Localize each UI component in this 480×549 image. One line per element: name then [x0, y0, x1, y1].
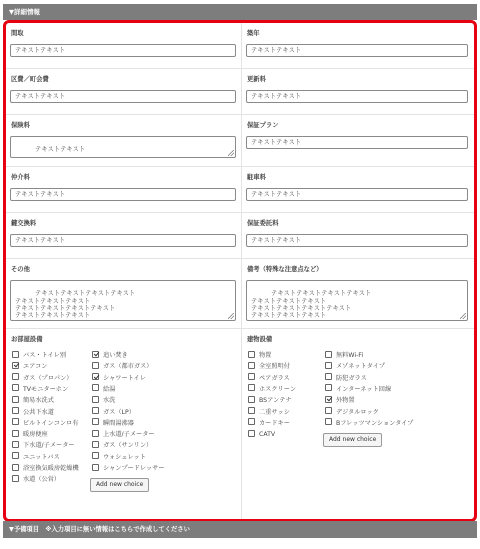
checkbox-label: 瞬間湯沸器	[103, 419, 134, 427]
field-cell	[242, 23, 474, 68]
checkbox-checked-icon[interactable]	[92, 351, 99, 358]
checkbox-unchecked-icon[interactable]	[92, 430, 99, 437]
checkbox-label: BSアンテナ	[259, 397, 292, 405]
checkbox-label: バス・トイレ別	[23, 352, 67, 359]
equipment-checkbox[interactable]	[92, 453, 146, 463]
checkbox-unchecked-icon[interactable]	[325, 418, 332, 425]
equipment-checkbox[interactable]	[12, 362, 47, 372]
field-label: 保証委託料	[247, 220, 279, 227]
checkbox-label: 二重サッシ	[259, 408, 290, 416]
building-age-input[interactable]: テキストテキスト	[246, 44, 468, 57]
checkbox-label: ペアガラス	[259, 374, 290, 382]
equipment-checkbox[interactable]	[248, 362, 290, 372]
field-row	[6, 115, 474, 167]
room-equipment-cell	[6, 329, 242, 519]
equipment-checkbox[interactable]	[12, 441, 75, 451]
brokerage-fee-input[interactable]: テキストテキスト	[10, 188, 236, 201]
equipment-checkbox[interactable]	[12, 396, 54, 406]
section-header-reserve[interactable]: ▼予備項目 ※入力項目に無い情報はこちらで作成してください	[3, 521, 477, 538]
checkbox-label: ガス（サンリン）	[103, 442, 153, 450]
checkbox-unchecked-icon[interactable]	[12, 475, 19, 482]
field-cell	[242, 69, 474, 114]
equipment-checkbox[interactable]	[248, 385, 296, 395]
textarea-value: テキストテキストテキストテキスト テキストテキストテキスト テキストテキストテキストテキスト テキストテキストテキスト	[15, 290, 136, 320]
equipment-checkbox[interactable]	[248, 351, 271, 361]
building-equipment-label: 建物設備	[247, 336, 273, 343]
equipment-checkbox[interactable]	[12, 419, 78, 429]
insurance-textarea[interactable]	[10, 136, 236, 158]
equipment-checkbox[interactable]	[325, 408, 379, 418]
section-header-details[interactable]: ▼詳細情報	[3, 4, 477, 20]
checkbox-unchecked-icon[interactable]	[12, 407, 19, 414]
equipment-checkbox[interactable]	[12, 453, 60, 463]
equipment-checkbox[interactable]	[92, 385, 115, 395]
checkbox-label: ビルトインコンロ有	[23, 419, 79, 427]
checkbox-unchecked-icon[interactable]	[92, 396, 99, 403]
checkbox-label: 下水道/子メーター	[23, 442, 75, 450]
checkbox-label: 防犯ガラス	[336, 374, 367, 382]
checkbox-unchecked-icon[interactable]	[248, 430, 255, 437]
checkbox-unchecked-icon[interactable]	[92, 441, 99, 448]
guarantee-plan-input[interactable]: テキストテキスト	[246, 136, 468, 149]
checkbox-unchecked-icon[interactable]	[12, 441, 19, 448]
checkbox-unchecked-icon[interactable]	[248, 351, 255, 358]
equipment-checkbox[interactable]	[12, 408, 54, 418]
checkbox-unchecked-icon[interactable]	[92, 362, 99, 369]
field-label: 保証プラン	[247, 122, 279, 129]
layout-input[interactable]: テキストテキスト	[10, 44, 236, 57]
equipment-checkbox[interactable]	[92, 408, 135, 418]
checkbox-label: 浴室換気暖房乾燥機	[23, 465, 79, 472]
resize-handle-icon[interactable]	[228, 313, 234, 319]
checkbox-label: 暖房便座	[23, 431, 48, 439]
checkbox-label: TVモニターホン	[23, 385, 69, 393]
equipment-checkbox[interactable]	[92, 464, 165, 474]
equipment-checkbox[interactable]	[92, 351, 128, 361]
checkbox-label: 無料Wi-Fi	[336, 352, 364, 359]
room-equipment-label: お部屋設備	[11, 336, 43, 343]
equipment-checkbox[interactable]	[325, 385, 391, 395]
field-cell	[242, 213, 474, 258]
checkbox-label: 水道（公営）	[23, 476, 61, 484]
checkbox-label: シャワートイレ	[103, 374, 146, 382]
checkbox-unchecked-icon[interactable]	[248, 362, 255, 369]
checkbox-label: 簡易水洗式	[23, 397, 54, 405]
checkbox-unchecked-icon[interactable]	[12, 384, 19, 391]
checkbox-checked-icon[interactable]	[325, 396, 332, 403]
checkbox-unchecked-icon[interactable]	[248, 384, 255, 391]
key-exchange-input[interactable]: テキストテキスト	[10, 234, 236, 247]
field-label: 更新料	[247, 76, 266, 83]
equipment-row	[6, 329, 474, 519]
checkbox-label: 全室照明付	[259, 363, 290, 371]
checkbox-unchecked-icon[interactable]	[12, 396, 19, 403]
checkbox-label: 水洗	[103, 397, 116, 405]
field-cell	[6, 167, 242, 212]
field-label: 区費／町会費	[11, 76, 49, 83]
field-row	[6, 167, 474, 213]
checkbox-label: 上水道/子メーター	[103, 431, 155, 439]
checkbox-label: CATV	[259, 431, 276, 439]
equipment-checkbox[interactable]	[248, 374, 290, 384]
checkbox-label: 追い焚き	[103, 352, 128, 359]
equipment-checkbox[interactable]	[325, 419, 413, 429]
field-label: 駐車料	[247, 174, 266, 181]
equipment-checkbox[interactable]	[92, 374, 146, 384]
renewal-fee-input[interactable]: テキストテキスト	[246, 90, 468, 103]
field-label: 鍵交換料	[11, 220, 37, 227]
field-cell	[6, 69, 242, 114]
field-cell	[6, 259, 242, 328]
field-row	[6, 23, 474, 69]
checkbox-unchecked-icon[interactable]	[92, 464, 99, 471]
checkbox-label: エアコン	[23, 363, 48, 371]
checkbox-label: カードキー	[259, 419, 290, 427]
resize-handle-icon[interactable]	[228, 150, 234, 156]
equipment-checkbox[interactable]	[12, 351, 66, 361]
equipment-checkbox[interactable]	[92, 396, 115, 406]
checkbox-unchecked-icon[interactable]	[248, 373, 255, 380]
equipment-checkbox[interactable]	[92, 362, 153, 372]
checkbox-unchecked-icon[interactable]	[92, 407, 99, 414]
field-cell	[242, 167, 474, 212]
field-cell	[242, 115, 474, 166]
equipment-checkbox[interactable]	[325, 362, 385, 372]
equipment-checkbox[interactable]	[325, 396, 355, 406]
ward-fee-input[interactable]: テキストテキスト	[10, 90, 236, 103]
guarantee-fee-input[interactable]: テキストテキスト	[246, 234, 468, 247]
field-row	[6, 69, 474, 115]
checkbox-label: ガス（LP）	[103, 408, 135, 416]
checkbox-label: デジタルロック	[336, 408, 379, 416]
checkbox-label: ガス（都市ガス）	[103, 363, 153, 371]
equipment-checkbox[interactable]	[248, 430, 275, 440]
checkbox-label: ホスクリーン	[259, 385, 297, 393]
equipment-checkbox[interactable]	[248, 396, 292, 406]
field-cell	[6, 213, 242, 258]
checkbox-unchecked-icon[interactable]	[12, 373, 19, 380]
equipment-checkbox[interactable]	[248, 408, 290, 418]
checkbox-label: 公共下水道	[23, 408, 54, 416]
field-cell	[6, 115, 242, 166]
equipment-checkbox[interactable]	[92, 419, 134, 429]
equipment-checkbox[interactable]	[325, 351, 363, 361]
field-label: 備考（特殊な注意点など）	[247, 266, 323, 273]
checkbox-unchecked-icon[interactable]	[12, 351, 19, 358]
field-label: 築年	[247, 30, 260, 37]
building-equipment-cell	[242, 329, 474, 519]
checkbox-unchecked-icon[interactable]	[92, 452, 99, 459]
checkbox-label: 給湯	[103, 385, 116, 393]
remarks-textarea[interactable]	[246, 280, 468, 321]
checkbox-label: ガス（プロパン）	[23, 374, 73, 382]
equipment-checkbox[interactable]	[325, 374, 367, 384]
checkbox-label: ユニットバス	[23, 453, 60, 461]
checkbox-checked-icon[interactable]	[12, 362, 19, 369]
checkbox-unchecked-icon[interactable]	[248, 418, 255, 425]
checkbox-label: シャンプードレッサー	[103, 465, 165, 472]
field-label: その他	[11, 266, 30, 273]
checkbox-unchecked-icon[interactable]	[325, 362, 332, 369]
equipment-checkbox[interactable]	[248, 419, 290, 429]
textarea-value: テキストテキスト	[35, 146, 86, 154]
equipment-checkbox[interactable]	[12, 385, 68, 395]
equipment-checkbox[interactable]	[12, 430, 48, 440]
add-new-choice-button[interactable]: Add new choice	[90, 478, 149, 492]
field-cell	[242, 259, 474, 328]
resize-handle-icon[interactable]	[460, 313, 466, 319]
checkbox-unchecked-icon[interactable]	[92, 418, 99, 425]
field-cell	[6, 23, 242, 68]
field-label: 間取	[11, 30, 24, 37]
field-label: 仲介料	[11, 174, 30, 181]
add-new-choice-button[interactable]: Add new choice	[323, 433, 382, 447]
equipment-checkbox[interactable]	[12, 464, 79, 474]
checkbox-unchecked-icon[interactable]	[248, 407, 255, 414]
equipment-checkbox[interactable]	[12, 374, 73, 384]
checkbox-unchecked-icon[interactable]	[325, 407, 332, 414]
checkbox-unchecked-icon[interactable]	[12, 418, 19, 425]
parking-fee-input[interactable]: テキストテキスト	[246, 188, 468, 201]
checkbox-checked-icon[interactable]	[92, 373, 99, 380]
checkbox-unchecked-icon[interactable]	[325, 373, 332, 380]
checkbox-label: インターネット回線	[336, 385, 392, 393]
field-label: 保険料	[11, 122, 30, 129]
checkbox-unchecked-icon[interactable]	[325, 351, 332, 358]
textarea-value: テキストテキストテキストテキスト テキストテキストテキスト テキストテキストテキストテキスト テキストテキストテキスト	[251, 290, 372, 320]
checkbox-unchecked-icon[interactable]	[325, 384, 332, 391]
checkbox-label: ウォシュレット	[103, 453, 146, 461]
checkbox-label: メゾネットタイプ	[336, 363, 385, 371]
field-row	[6, 213, 474, 259]
equipment-checkbox[interactable]	[92, 441, 152, 451]
field-row	[6, 259, 474, 329]
checkbox-unchecked-icon[interactable]	[12, 464, 19, 471]
checkbox-unchecked-icon[interactable]	[12, 430, 19, 437]
checkbox-unchecked-icon[interactable]	[92, 384, 99, 391]
other-textarea[interactable]	[10, 280, 236, 321]
equipment-checkbox[interactable]	[12, 475, 60, 485]
equipment-checkbox[interactable]	[92, 430, 155, 440]
checkbox-label: 外物置	[336, 397, 355, 405]
checkbox-label: 物置	[259, 352, 272, 359]
checkbox-unchecked-icon[interactable]	[12, 452, 19, 459]
detail-panel	[3, 20, 477, 522]
checkbox-label: Bフレッツマンションタイプ	[336, 419, 414, 427]
checkbox-unchecked-icon[interactable]	[248, 396, 255, 403]
